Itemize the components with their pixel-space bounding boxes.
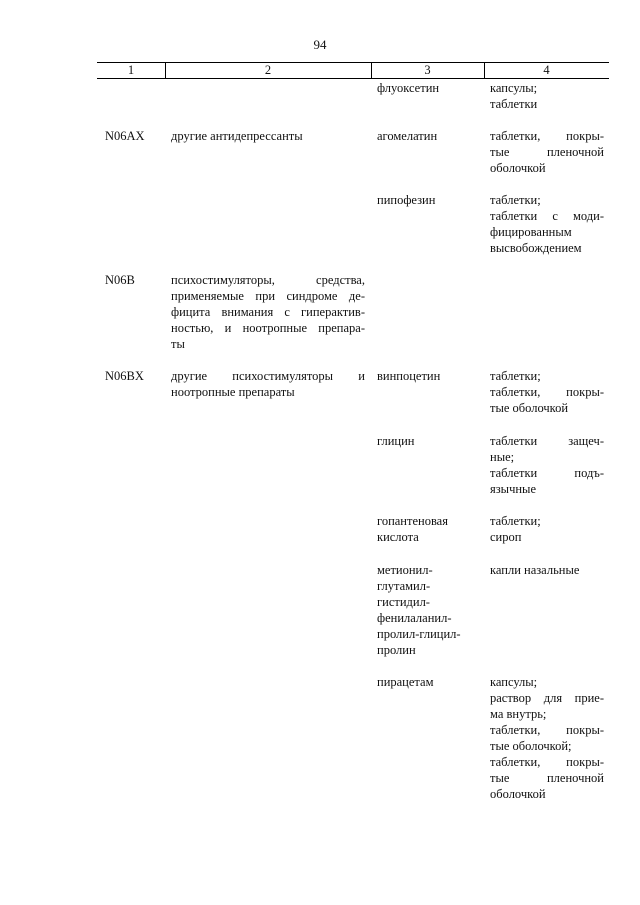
group-name: другие психостимуляторы и ноотропные препараты bbox=[171, 369, 365, 399]
dosage-forms: капсулы; раствор для прие- ма внутрь; таблетки, покры- тые оболочкой; таблетки, покры- тые пленочной оболочкой bbox=[490, 675, 604, 801]
drug-name: пипофезин bbox=[377, 193, 436, 207]
atc-code: N06BX bbox=[105, 369, 144, 383]
dosage-forms: капсулы; таблетки bbox=[490, 81, 538, 111]
dosage-forms: таблетки; таблетки, покры- тые оболочкой bbox=[490, 369, 604, 415]
drug-name: агомелатин bbox=[377, 129, 438, 143]
drug-name: флуоксетин bbox=[377, 81, 440, 95]
header-col-2: 2 bbox=[264, 63, 272, 77]
drug-name: пирацетам bbox=[377, 675, 434, 689]
dosage-forms: таблетки; сироп bbox=[490, 514, 541, 544]
header-col-1: 1 bbox=[127, 63, 135, 77]
table-header bbox=[97, 62, 609, 79]
drug-name: гопантеновая кислота bbox=[377, 514, 448, 544]
dosage-forms: таблетки, покры- тые пленочной оболочкой bbox=[490, 129, 604, 175]
group-name: психостимуляторы, средства, применяемые при синдроме де- фицита внимания с гиперактив- ностью, и ноотропные препара- ты bbox=[171, 273, 365, 351]
header-col-3: 3 bbox=[424, 63, 431, 77]
atc-code: N06B bbox=[105, 273, 135, 287]
dosage-forms: таблетки; таблетки с моди- фицированным высвобождением bbox=[490, 193, 604, 255]
dosage-forms: капли назальные bbox=[490, 563, 580, 577]
drug-name: глицин bbox=[377, 434, 415, 448]
header-col-4: 4 bbox=[543, 63, 550, 77]
group-name: другие антидепрессанты bbox=[171, 129, 303, 143]
drug-name: метионил- глутамил- гистидил- фенилаланил- пролил-глицил- пролин bbox=[377, 563, 461, 657]
atc-code: N06AX bbox=[105, 129, 145, 143]
drug-name: винпоцетин bbox=[377, 369, 441, 383]
dosage-forms: таблетки защеч- ные; таблетки подъ- язычные bbox=[490, 434, 604, 496]
page-number: 94 bbox=[313, 37, 327, 52]
